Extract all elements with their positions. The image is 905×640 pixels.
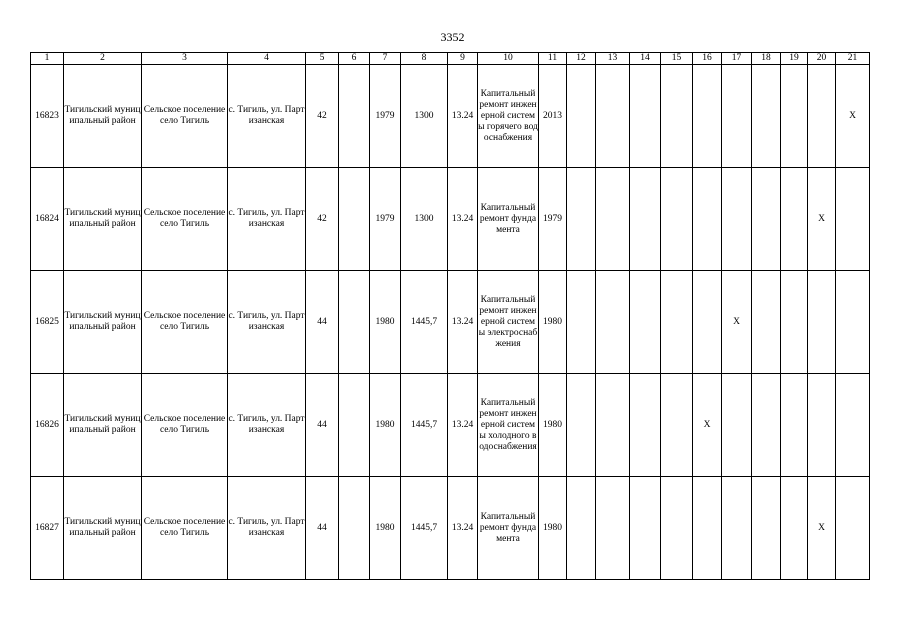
area-cell: 1300 [401,168,448,271]
year-cell: 1980 [370,477,401,580]
year-cell: 1980 [370,271,401,374]
house-number-cell: 42 [306,65,339,168]
mark-cell [781,65,808,168]
column-number: 17 [722,53,752,65]
table-row [31,374,870,477]
column-number: 8 [401,53,448,65]
address-cell: с. Тигиль, ул. Партизанская [228,271,306,374]
row-id: 16825 [31,271,64,374]
row-id: 16827 [31,477,64,580]
mark-cell [836,477,870,580]
value-cell: 13.24 [448,168,478,271]
column-number: 13 [596,53,630,65]
empty-cell [339,65,370,168]
mark-cell [752,271,781,374]
work-type-cell: Капитальный ремонт инженерной системы горячего водоснабжения [478,65,539,168]
settlement-cell: Сельское поселение село Тигиль [142,374,228,477]
column-number: 20 [808,53,836,65]
mark-cell [722,65,752,168]
mark-cell [781,168,808,271]
row-id: 16826 [31,374,64,477]
mark-cell: X [808,168,836,271]
mark-cell [596,477,630,580]
mark-cell [808,65,836,168]
settlement-cell: Сельское поселение село Тигиль [142,65,228,168]
mark-cell [630,65,661,168]
value-cell: 13.24 [448,477,478,580]
mark-cell: X [808,477,836,580]
work-year-cell: 1980 [539,374,567,477]
work-type-cell: Капитальный ремонт инженерной системы электроснабжения [478,271,539,374]
page-number: 3352 [440,30,465,44]
mark-cell [596,168,630,271]
column-number: 5 [306,53,339,65]
column-number: 4 [228,53,306,65]
year-cell: 1979 [370,168,401,271]
mark-cell [808,271,836,374]
mark-cell [567,374,596,477]
address-cell: с. Тигиль, ул. Партизанская [228,477,306,580]
table-row [31,65,870,168]
work-type-cell: Капитальный ремонт инженерной системы холодного водоснабжения [478,374,539,477]
table-row [31,271,870,374]
mark-cell [752,374,781,477]
empty-cell [339,374,370,477]
work-year-cell: 1980 [539,477,567,580]
column-number: 12 [567,53,596,65]
mark-cell: X [836,65,870,168]
settlement-cell: Сельское поселение село Тигиль [142,477,228,580]
table-row [31,477,870,580]
district-cell: Тигильский муниципальный район [64,168,142,271]
mark-cell [836,374,870,477]
house-number-cell: 44 [306,374,339,477]
row-id: 16824 [31,168,64,271]
column-number: 15 [661,53,693,65]
mark-cell [567,65,596,168]
row-id: 16823 [31,65,64,168]
settlement-cell: Сельское поселение село Тигиль [142,271,228,374]
district-cell: Тигильский муниципальный район [64,477,142,580]
area-cell: 1445,7 [401,477,448,580]
mark-cell [630,477,661,580]
mark-cell [781,374,808,477]
house-number-cell: 44 [306,477,339,580]
empty-cell [339,477,370,580]
mark-cell [693,65,722,168]
mark-cell [567,477,596,580]
column-number: 7 [370,53,401,65]
column-number: 2 [64,53,142,65]
district-cell: Тигильский муниципальный район [64,374,142,477]
area-cell: 1300 [401,65,448,168]
mark-cell [661,65,693,168]
work-year-cell: 1979 [539,168,567,271]
empty-cell [339,168,370,271]
column-number: 9 [448,53,478,65]
address-cell: с. Тигиль, ул. Партизанская [228,374,306,477]
mark-cell [661,271,693,374]
address-cell: с. Тигиль, ул. Партизанская [228,168,306,271]
mark-cell [596,271,630,374]
mark-cell [630,168,661,271]
area-cell: 1445,7 [401,271,448,374]
mark-cell [661,374,693,477]
work-year-cell: 2013 [539,65,567,168]
column-number: 21 [836,53,870,65]
area-cell: 1445,7 [401,374,448,477]
mark-cell [567,271,596,374]
column-number: 18 [752,53,781,65]
house-number-cell: 42 [306,168,339,271]
mark-cell [630,271,661,374]
value-cell: 13.24 [448,271,478,374]
table-row [31,168,870,271]
house-number-cell: 44 [306,271,339,374]
column-number: 1 [31,53,64,65]
empty-cell [339,271,370,374]
mark-cell [661,168,693,271]
column-number: 14 [630,53,661,65]
column-number: 16 [693,53,722,65]
column-number-row [31,53,870,65]
mark-cell [693,168,722,271]
register-table [30,52,870,580]
mark-cell [693,271,722,374]
mark-cell [596,374,630,477]
mark-cell [752,477,781,580]
mark-cell [661,477,693,580]
column-number: 11 [539,53,567,65]
mark-cell [567,168,596,271]
mark-cell [836,168,870,271]
mark-cell [781,477,808,580]
district-cell: Тигильский муниципальный район [64,271,142,374]
address-cell: с. Тигиль, ул. Партизанская [228,65,306,168]
mark-cell [596,65,630,168]
work-year-cell: 1980 [539,271,567,374]
work-type-cell: Капитальный ремонт фундамента [478,168,539,271]
mark-cell [630,374,661,477]
column-number: 10 [478,53,539,65]
mark-cell [781,271,808,374]
year-cell: 1980 [370,374,401,477]
mark-cell [752,168,781,271]
mark-cell [808,374,836,477]
mark-cell [693,477,722,580]
settlement-cell: Сельское поселение село Тигиль [142,168,228,271]
column-number: 3 [142,53,228,65]
mark-cell [836,271,870,374]
mark-cell: X [693,374,722,477]
mark-cell [722,168,752,271]
column-number: 6 [339,53,370,65]
district-cell: Тигильский муниципальный район [64,65,142,168]
work-type-cell: Капитальный ремонт фундамента [478,477,539,580]
value-cell: 13.24 [448,374,478,477]
column-number: 19 [781,53,808,65]
year-cell: 1979 [370,65,401,168]
mark-cell [722,477,752,580]
value-cell: 13.24 [448,65,478,168]
mark-cell [752,65,781,168]
mark-cell [722,374,752,477]
mark-cell: X [722,271,752,374]
